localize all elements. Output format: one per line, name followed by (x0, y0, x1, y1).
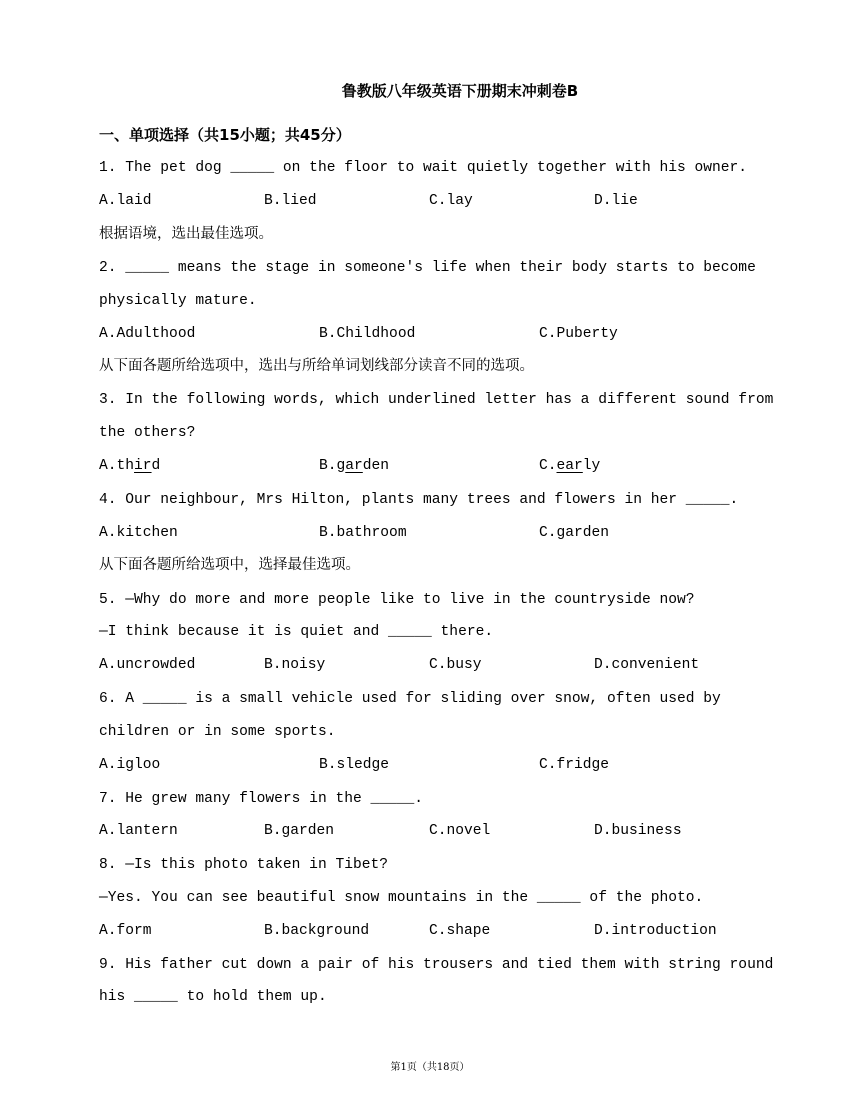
question-6-line-1: 6. A _____ is a small vehicle used for sliding over snow, often used by (99, 691, 721, 707)
question-3-line-1: 3. In the following words, which underlined letter has a different sound from (99, 392, 774, 408)
question-1-option-c: C.lay (429, 193, 473, 209)
question-8-option-d: D.introduction (594, 923, 717, 939)
question-1-option-d: D.lie (594, 193, 638, 209)
question-3-option-a: A.third (99, 458, 161, 474)
question-9-line-2: his _____ to hold them up. (99, 989, 327, 1005)
question-3-line-2: the others? (99, 425, 196, 441)
page-footer: 第1页（共18页） (390, 1062, 470, 1073)
question-7-option-a: A.lantern (99, 823, 178, 839)
question-7-option-b: B.garden (264, 823, 335, 839)
question-4-option-c: C.garden (539, 525, 610, 541)
question-3-option-b: B.garden (319, 458, 390, 474)
question-8-line-1: 8. —Is this photo taken in Tibet? (99, 857, 389, 873)
question-2-option-a: A.Adulthood (99, 326, 196, 342)
question-5-line-1: 5. —Why do more and more people like to live in the countryside now? (99, 592, 695, 608)
question-6-option-b: B.sledge (319, 757, 390, 773)
question-7-option-d: D.business (594, 823, 682, 839)
question-4-option-a: A.kitchen (99, 525, 178, 541)
question-8-option-a: A.form (99, 923, 152, 939)
question-7-stem: 7. He grew many flowers in the _____. (99, 791, 424, 807)
question-2-line-2: physically mature. (99, 293, 257, 309)
question-5-option-d: D.convenient (594, 657, 700, 673)
question-5-option-a: A.uncrowded (99, 657, 196, 673)
question-5-line-2: —I think because it is quiet and _____ there. (99, 624, 494, 640)
question-4-stem: 4. Our neighbour, Mrs Hilton, plants many trees and flowers in her _____. (99, 492, 739, 508)
section-heading: 一、单项选择（共15小题；共45分） (99, 126, 351, 144)
question-1-stem: 1. The pet dog _____ on the floor to wait quietly together with his owner. (99, 160, 748, 176)
question-1-option-a: A.laid (99, 193, 152, 209)
question-2-line-1: 2. _____ means the stage in someone's life when their body starts to become (99, 260, 756, 276)
question-4-option-b: B.bathroom (319, 525, 407, 541)
question-6-option-a: A.igloo (99, 757, 161, 773)
question-6-line-2: children or in some sports. (99, 724, 336, 740)
page-title: 鲁教版八年级英语下册期末冲刺卷B (341, 82, 579, 100)
question-6-option-c: C.fridge (539, 757, 610, 773)
instruction-2: 从下面各题所给选项中，选出与所给单词划线部分读音不同的选项。 (99, 358, 534, 374)
question-5-option-b: B.noisy (264, 657, 326, 673)
question-5-option-c: C.busy (429, 657, 482, 673)
question-8-line-2: —Yes. You can see beautiful snow mountains in the _____ of the photo. (99, 890, 704, 906)
instruction-1: 根据语境，选出最佳选项。 (99, 226, 273, 242)
question-8-option-b: B.background (264, 923, 370, 939)
question-8-option-c: C.shape (429, 923, 491, 939)
question-2-option-b: B.Childhood (319, 326, 416, 342)
instruction-3: 从下面各题所给选项中，选择最佳选项。 (99, 557, 360, 573)
question-7-option-c: C.novel (429, 823, 491, 839)
question-9-line-1: 9. His father cut down a pair of his trousers and tied them with string round (99, 957, 774, 973)
question-2-option-c: C.Puberty (539, 326, 618, 342)
question-1-option-b: B.lied (264, 193, 317, 209)
question-3-option-c: C.early (539, 458, 601, 474)
